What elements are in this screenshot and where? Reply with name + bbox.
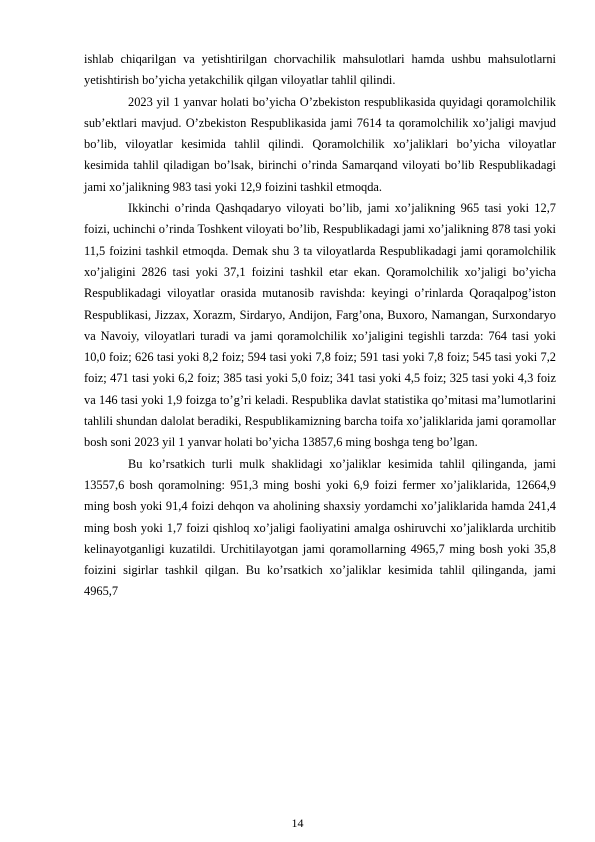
- page-number: 14: [291, 816, 304, 830]
- paragraph-ownership-breakdown: Bu ko’rsatkich turli mulk shaklidagi xo’jaliklar kesimida tahlil qilinganda, jami 13557,6 bosh qoramolning: 951,3 ming boshi yoki 6,9 foizi fermer xo’jaliklarida, 12664,9 ming bosh yoki 91,4 foizi dehqon va aholining shaxsiy yordamchi xo’jaliklarida hamda 241,4 ming bosh yoki 1,7 foizi qishloq xo’jaligi faoliyatini amalga oshiruvchi xo’jaliklarda urchitib kelinayotganligi kuzatildi. Urchitilayotgan jami qoramollarning 4965,7 ming bosh yoki 35,8 foizini sigirlar tashkil qilgan. Bu ko’rsatkich xo’jaliklar kesimida tahlil qilinganda, jami 4965,7: [84, 456, 556, 599]
- paragraph-continuation: ishlab chiqarilgan va yetishtirilgan chorvachilik mahsulotlari hamda ushbu mahsulotlarni yetishtirish bo’yicha yetakchilik qilgan viloyatlar tahlil qilindi.: [84, 52, 556, 88]
- paragraph-regional-ranking: Ikkinchi o’rinda Qashqadaryo viloyati bo’lib, jami xo’jalikning 965 tasi yoki 12,7 foizi, uchinchi o’rinda Toshkent viloyati bo’lib, Respublikadagi jami xo’jalikning 878 tasi yoki 11,5 foizini tashkil etmoqda. Demak shu 3 ta viloyatlarda Respublikadagi jami qoramolchilik xo’jaligini 2826 tasi yoki 37,1 foizini tashkil etar ekan. Qoramolchilik xo’jaligi bo’yicha Respublikadagi viloyatlar orasida mutanosib ravishda: keyingi o’rinlarda Qoraqalpog’iston Respublikasi, Jizzax, Xorazm, Sirdaryo, Andijon, Farg’ona, Buxoro, Namangan, Surxondaryo va Navoiy, viloyatlari turadi va jami qoramolchilik xo’jaligini tegishli tarzda: 764 tasi yoki 10,0 foiz; 626 tasi yoki 8,2 foiz; 594 tasi yoki 7,8 foiz; 591 tasi yoki 7,8 foiz; 545 tasi yoki 7,2 foiz; 471 tasi yoki 6,2 foiz; 385 tasi yoki 5,0 foiz; 341 tasi yoki 4,5 foiz; 325 tasi yoki 4,3 foiz va 146 tasi yoki 1,9 foizga to’g’ri keladi. Respublika davlat statistika qo’mitasi ma’lumotlarini tahlili shundan dalolat beradiki, Respublikamizning barcha toifa xo’jaliklarida jami qoramollar bosh soni 2023 yil 1 yanvar holati bo’yicha 13857,6 ming boshga teng bo’lgan.: [84, 201, 556, 450]
- document-body: [84, 49, 556, 603]
- paragraph-cattle-entities: 2023 yil 1 yanvar holati bo’yicha O’zbekiston respublikasida quyidagi qoramolchilik sub’ektlari mavjud. O’zbekiston Respublikasida jami 7614 ta qoramolchilik xo’jaligi mavjud bo’lib, viloyatlar kesimida tahlil qilindi. Qoramolchilik xo’jaliklari bo’yicha viloyatlar kesimida tahlil qiladigan bo’lsak, birinchi o’rinda Samarqand viloyati bo’lib Respublikadagi jami xo’jalikning 983 tasi yoki 12,9 foizini tashkil etmoqda.: [84, 94, 556, 194]
